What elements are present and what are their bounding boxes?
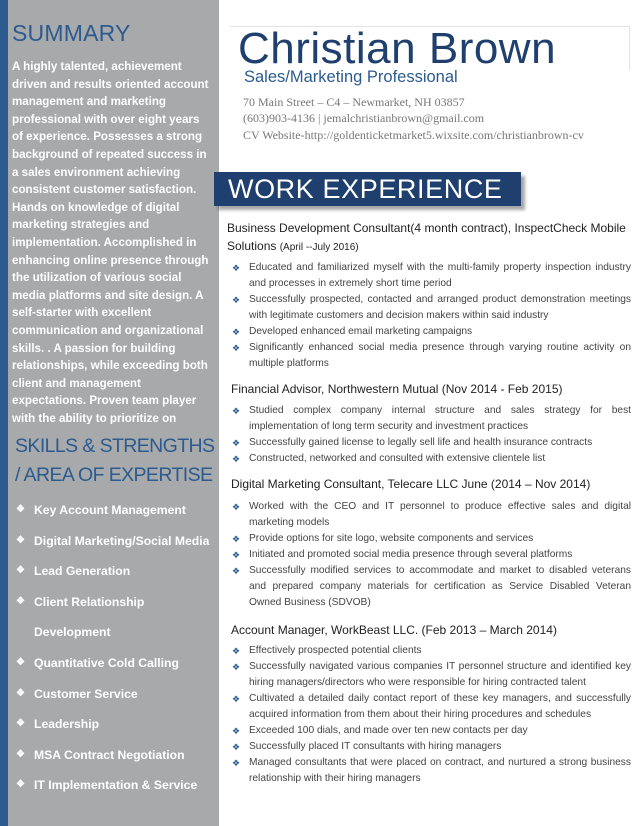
work-experience-heading: WORK EXPERIENCE: [214, 172, 521, 206]
job-title: Business Development Consultant(4 month contract), InspectCheck Mobile Solutions (April --July 2016): [227, 221, 626, 253]
diamond-bullet-icon: ❖: [232, 726, 241, 736]
skill-item: ❖ Key Account Management: [16, 495, 216, 526]
contact-website[interactable]: CV Website-http://goldenticketmarket5.wixsite.com/christianbrown-cv: [243, 128, 584, 142]
diamond-bullet-icon: ❖: [232, 758, 241, 768]
skill-item: ❖ Leadership: [16, 709, 216, 740]
contact-address: 70 Main Street – C4 – Newmarket, NH 03857: [243, 95, 465, 109]
diamond-bullet-icon: ❖: [232, 343, 241, 353]
skill-item: ❖ IT Implementation & Service: [16, 770, 216, 801]
contact-phone-email[interactable]: (603)903-4136 | jemalchristianbrown@gmail.com: [243, 111, 485, 125]
job-bullet: ❖ Significantly enhanced social media presence through varying routine activity on multiple platforms: [232, 342, 631, 369]
diamond-bullet-icon: ❖: [232, 534, 241, 544]
summary-text: A highly talented, achievement driven and results oriented account management and marketing professional with over eight years of experience. Possesses a strong background of repeated success in a sales environment achieving consistent customer satisfaction. Hands on knowledge of digital marketing strategies and implementation. Accomplished in enhancing online presence through the utilization of various social media platforms and site design. A self-starter with excellent communication and organizational skills. . A passion for building relationships, while exceeding both client and management expectations. Proven team player with the ability to prioritize on: [12, 60, 209, 424]
diamond-bullet-icon: ❖: [16, 504, 25, 515]
diamond-bullet-icon: ❖: [16, 534, 25, 546]
job-bullet: ❖ Provide options for site logo, website components and services: [232, 531, 631, 547]
job-bullets: [232, 499, 631, 611]
candidate-headline: Sales/Marketing Professional: [244, 68, 458, 86]
diamond-bullet-icon: ❖: [232, 502, 241, 512]
job-bullet: ❖ Constructed, networked and consulted with extensive clientele list: [232, 451, 631, 467]
job-bullet: ❖ Successfully placed IT consultants with hiring managers: [232, 739, 631, 755]
job-bullet: ❖ Managed consultants that were placed on contract, and nurtured a strong business relationship with their hiring managers: [232, 757, 631, 784]
diamond-bullet-icon: ❖: [232, 742, 241, 752]
job-title: Digital Marketing Consultant, Telecare LLC June (2014 – Nov 2014): [231, 477, 591, 491]
diamond-bullet-icon: ❖: [232, 694, 241, 704]
diamond-bullet-icon: ❖: [232, 295, 241, 305]
job-title: Account Manager, WorkBeast LLC. (Feb 2013 – March 2014): [231, 623, 557, 637]
candidate-name: Christian Brown: [238, 24, 557, 73]
diamond-bullet-icon: ❖: [232, 263, 241, 273]
diamond-bullet-icon: ❖: [16, 779, 25, 791]
job-bullets: [232, 643, 631, 787]
job-bullet: ❖ Studied complex company internal structure and sales strategy for best implementation of long term security and investment practices: [232, 405, 631, 432]
diamond-bullet-icon: ❖: [16, 718, 25, 730]
skill-item: ❖ Customer Service: [16, 679, 216, 710]
diamond-bullet-icon: ❖: [232, 327, 241, 337]
job-bullet: ❖ Effectively prospected potential clients: [232, 643, 631, 659]
skills-heading: SKILLS & STRENGTHS / AREA OF EXPERTISE: [15, 435, 215, 486]
diamond-bullet-icon: ❖: [16, 748, 25, 760]
job-bullet: ❖ Developed enhanced email marketing campaigns: [232, 324, 631, 340]
skills-list: [16, 495, 216, 801]
job-dates: (April --July 2016): [279, 242, 359, 253]
job-bullet: ❖ Successfully prospected, contacted and arranged product demonstration meetings with legitimate customers and decision makers within said industry: [232, 294, 631, 321]
job-bullets: [232, 260, 631, 372]
sidebar-accent-stripe: [0, 0, 8, 826]
summary-heading: SUMMARY: [12, 20, 131, 46]
diamond-bullet-icon: ❖: [232, 454, 241, 464]
diamond-bullet-icon: ❖: [232, 662, 241, 672]
job-bullet: ❖ Exceeded 100 dials, and made over ten new contacts per day: [232, 723, 631, 739]
diamond-bullet-icon: ❖: [232, 406, 241, 416]
diamond-bullet-icon: ❖: [232, 646, 241, 656]
job-bullet: ❖ Successfully gained license to legally sell life and health insurance contracts: [232, 435, 631, 451]
diamond-bullet-icon: ❖: [16, 595, 25, 607]
diamond-bullet-icon: ❖: [232, 550, 241, 560]
job-bullet: ❖ Successfully navigated various companies IT personnel structure and identified key hiring managers/directors who were responsible for hiring contracted talent: [232, 661, 631, 688]
job-bullet: ❖ Successfully modified services to accommodate and market to disabled veterans and prepared company materials for certification as Service Disabled Veteran Owned Business (SDVOB): [232, 565, 631, 608]
job-bullet: ❖ Educated and familiarized myself with the multi-family property inspection industry and processes in extremely short time period: [232, 262, 631, 289]
skill-item: ❖ Client Relationship: [16, 587, 216, 618]
skill-item: ❖ MSA Contract Negotiation: [16, 740, 216, 771]
job-bullet: ❖ Initiated and promoted social media presence through several platforms: [232, 547, 631, 563]
diamond-bullet-icon: ❖: [16, 656, 25, 668]
job-bullets: [232, 403, 631, 467]
job-bullet: ❖ Worked with the CEO and IT personnel to produce effective sales and digital marketing models: [232, 501, 631, 528]
skill-item: ❖ Lead Generation: [16, 556, 216, 587]
left-sidebar: [0, 0, 219, 826]
diamond-bullet-icon: ❖: [232, 566, 241, 576]
diamond-bullet-icon: ❖: [16, 687, 25, 699]
diamond-bullet-icon: ❖: [16, 565, 25, 577]
skill-item: ❖ Digital Marketing/Social Media: [16, 526, 216, 557]
diamond-bullet-icon: ❖: [232, 438, 241, 448]
skill-item-continuation: Development: [34, 625, 111, 640]
job-title: Financial Advisor, Northwestern Mutual (Nov 2014 - Feb 2015): [231, 382, 563, 396]
skill-item: ❖ Quantitative Cold Calling: [16, 648, 216, 679]
job-bullet: ❖ Cultivated a detailed daily contact report of these key managers, and successfully acquired information from them about their hiring procedures and schedules: [232, 693, 631, 720]
